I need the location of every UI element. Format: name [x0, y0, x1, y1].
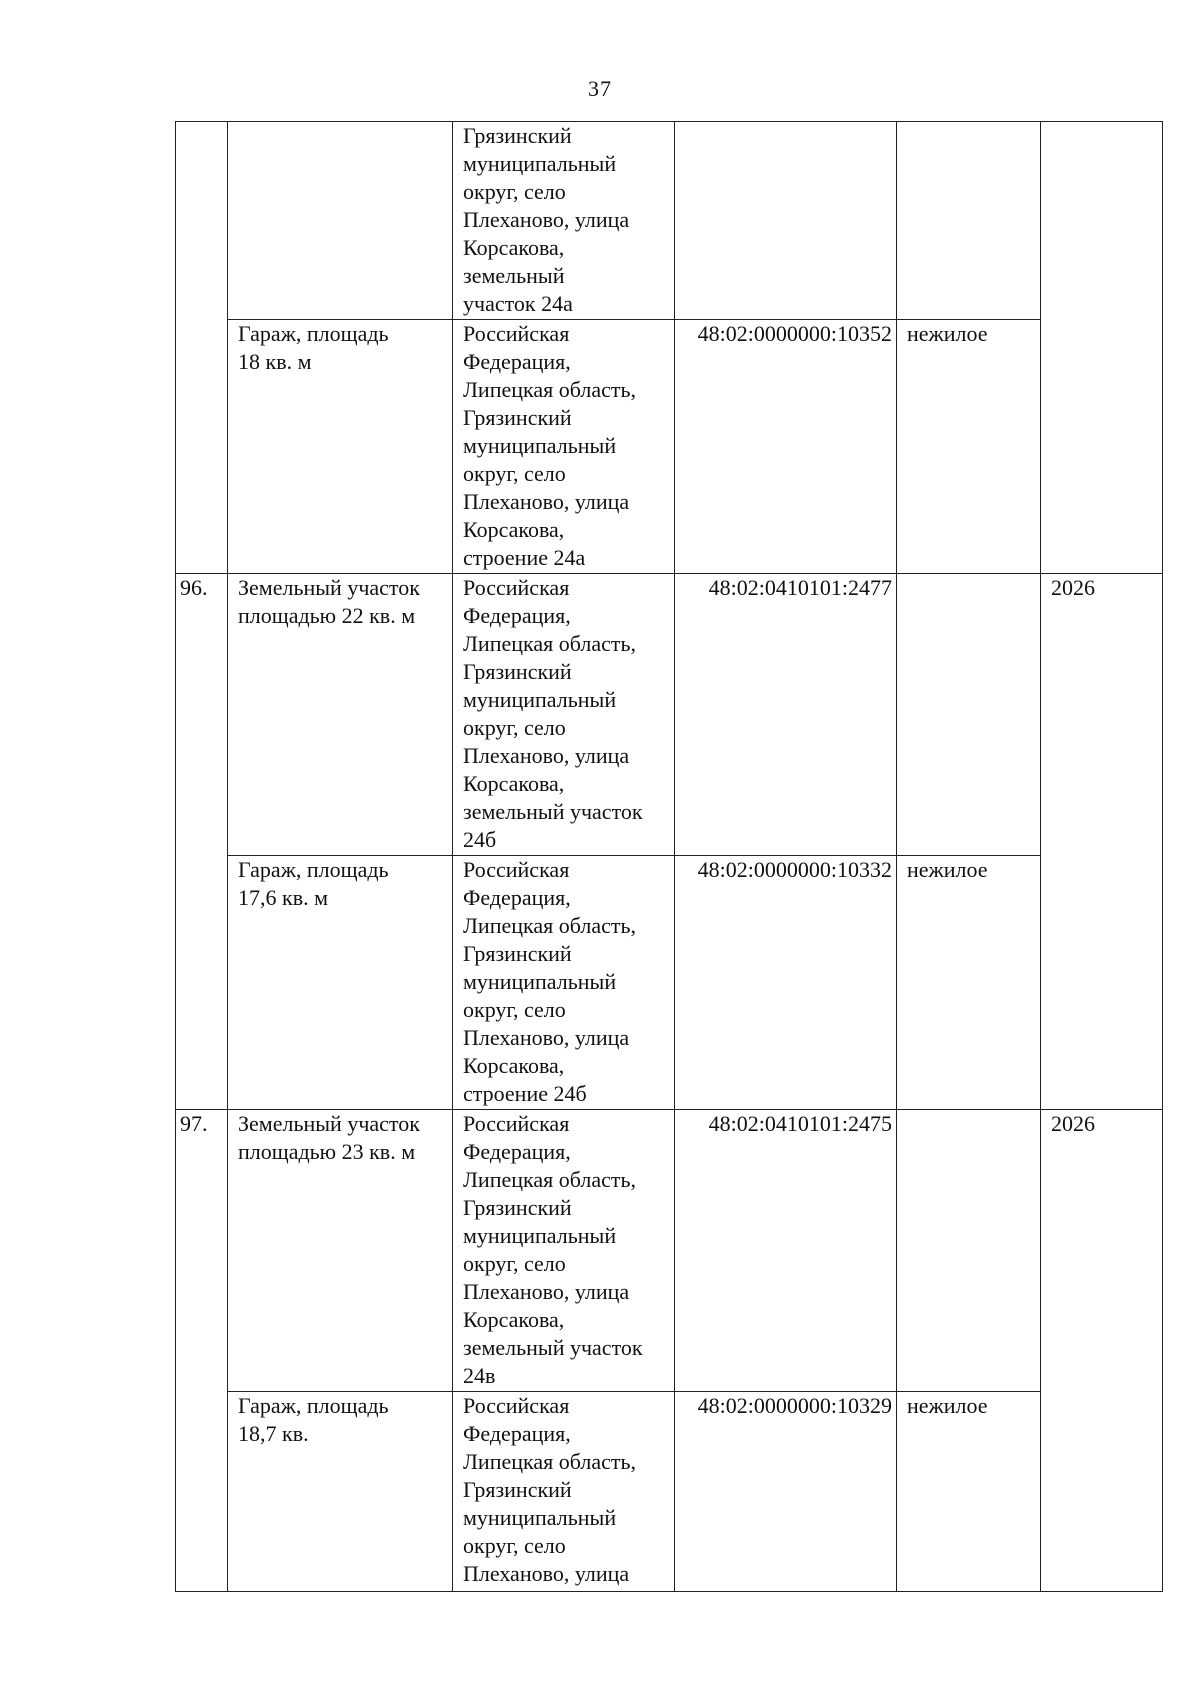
table-row: [176, 1110, 1163, 1392]
address-cell: Российская Федерация, Липецкая область, Грязинский муниципальный округ, село Плеханово, улица: [453, 1392, 675, 1592]
year-cell: 2026: [1041, 574, 1163, 1110]
page-number: 37: [588, 76, 612, 101]
property-table: [175, 121, 1163, 1592]
year-cell: 2026: [1041, 1110, 1163, 1592]
object-name-cell: [228, 122, 453, 320]
object-type-cell: нежилое: [897, 1392, 1041, 1592]
address-cell: Грязинский муниципальный округ, село Плеханово, улица Корсакова, земельный участок 24а: [453, 122, 675, 320]
table-row: [176, 122, 1163, 320]
address-cell: Российская Федерация, Липецкая область, Грязинский муниципальный округ, село Плеханово, улица Корсакова, земельный участок 24б: [453, 574, 675, 856]
address-cell: Российская Федерация, Липецкая область, Грязинский муниципальный округ, село Плеханово, улица Корсакова, земельный участок 24в: [453, 1110, 675, 1392]
object-type-cell: [897, 122, 1041, 320]
object-type-cell: нежилое: [897, 320, 1041, 574]
table-row: [176, 574, 1163, 856]
cadastral-number-cell: 48:02:0000000:10332: [675, 856, 897, 1110]
year-cell: [1041, 122, 1163, 574]
cadastral-number-cell: 48:02:0000000:10352: [675, 320, 897, 574]
row-number-cell: 97.: [176, 1110, 228, 1592]
cadastral-number-cell: 48:02:0410101:2475: [675, 1110, 897, 1392]
table-row: [176, 856, 1163, 1110]
table-row: [176, 320, 1163, 574]
cadastral-number-cell: [675, 122, 897, 320]
object-name-cell: Земельный участок площадью 23 кв. м: [228, 1110, 453, 1392]
row-number-cell: 96.: [176, 574, 228, 1110]
cadastral-number-cell: 48:02:0410101:2477: [675, 574, 897, 856]
object-name-cell: Гараж, площадь 18 кв. м: [228, 320, 453, 574]
cadastral-number-cell: 48:02:0000000:10329: [675, 1392, 897, 1592]
object-name-cell: Гараж, площадь 18,7 кв.: [228, 1392, 453, 1592]
object-type-cell: нежилое: [897, 856, 1041, 1110]
object-name-cell: Земельный участок площадью 22 кв. м: [228, 574, 453, 856]
table-row: [176, 1392, 1163, 1592]
object-name-cell: Гараж, площадь 17,6 кв. м: [228, 856, 453, 1110]
object-type-cell: [897, 1110, 1041, 1392]
address-cell: Российская Федерация, Липецкая область, Грязинский муниципальный округ, село Плеханово, улица Корсакова, строение 24б: [453, 856, 675, 1110]
object-type-cell: [897, 574, 1041, 856]
row-number-cell: [176, 122, 228, 574]
address-cell: Российская Федерация, Липецкая область, Грязинский муниципальный округ, село Плеханово, улица Корсакова, строение 24а: [453, 320, 675, 574]
